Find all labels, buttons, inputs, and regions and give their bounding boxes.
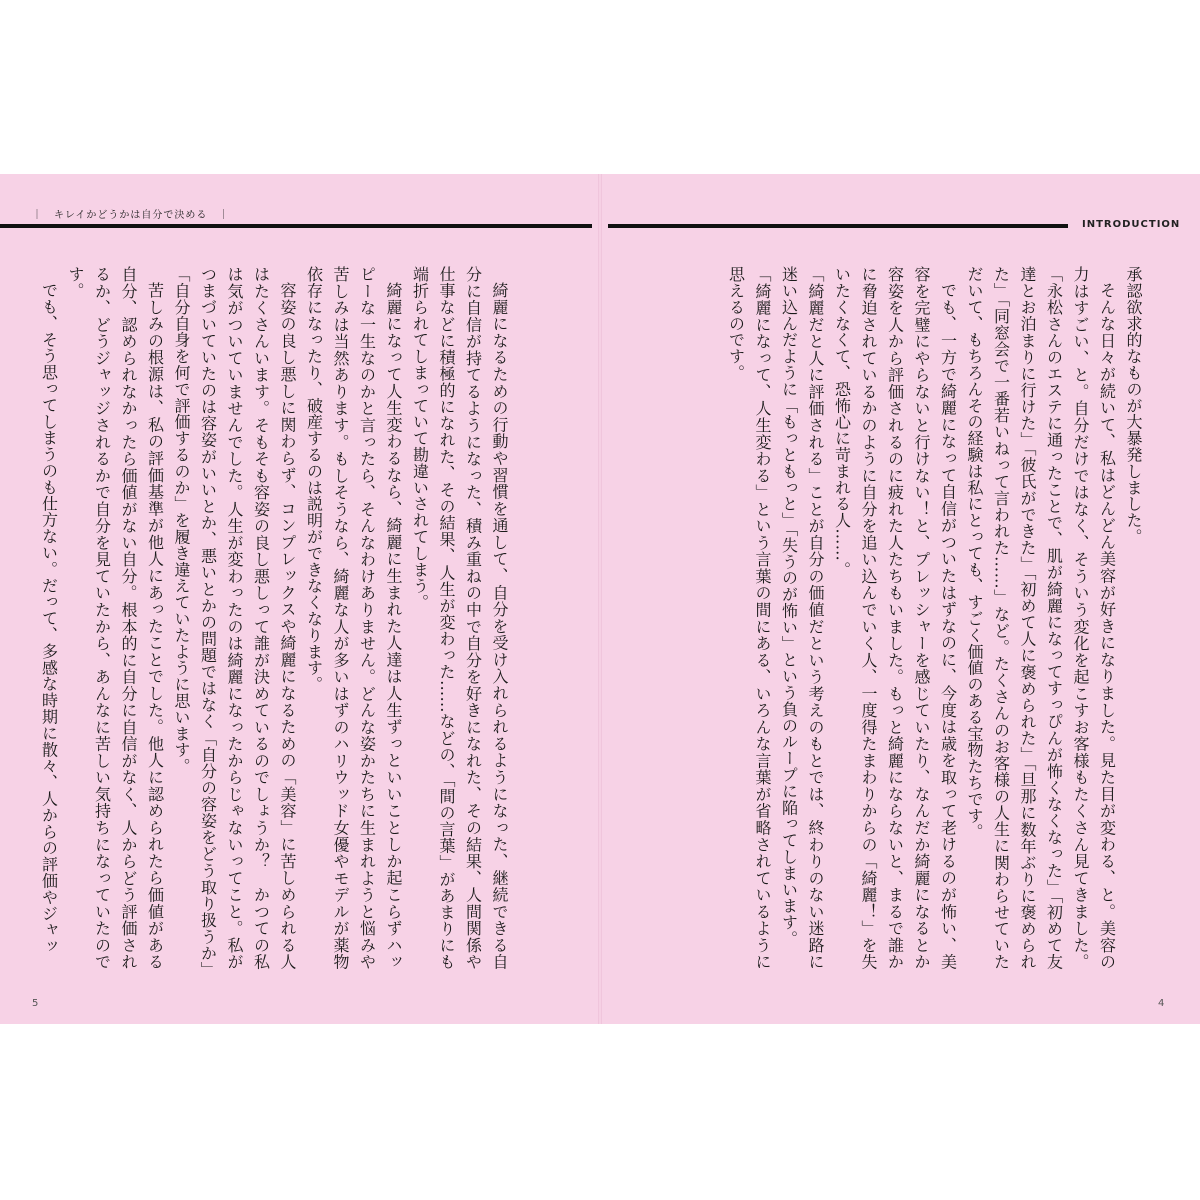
right-page-text: [710, 266, 1146, 970]
paragraph: 「綺麗だと人に評価される」ことが自分の価値だという考えのもとでは、終わりのない迷路に迷い込んだように「もっともっと」「失うのが怖い」という負のループに陥ってしまいます。: [779, 266, 825, 970]
page-number-left: 5: [32, 998, 39, 1009]
book-spread: [0, 174, 1200, 1024]
page-number-right: 4: [1158, 998, 1165, 1009]
paragraph: でも、一方で綺麗になって自信がついたはずなのに、今度は歳を取って老けるのが怖い、美容を完璧にやらないと行けない！と、プレッシャーを感じていたり、なんだか綺麗になるとか容姿を人から評価されるのに疲れた人たちもいました。もっと綺麗にならないと、まるで誰かに脅迫されているかのように自分を追い込んでいく人、一度得たまわりからの「綺麗！」を失いたくなくて、恐怖心に苛まれる人……。: [832, 266, 958, 970]
header-rule-right: [608, 224, 1068, 228]
paragraph: でも、そう思ってしまうのも仕方ない。だって、多感な時期に散々、人からの評価やジャッ: [39, 282, 59, 955]
paragraph: 容姿の良し悪しに関わらず、コンプレックスや綺麗になるための「美容」に苦しめられる人はたくさんいます。そもそも容姿の良し悪しって誰が決めているのでしょうか？ かつての私は気がついていませんでした。人生が変わったのは綺麗になったからじゃないってこと。私がつまづいていたのは容姿がいいとか、悪いとかの問題ではなく「自分の容姿をどう取り扱うか」「自分自身を何で評価するのか」を履き違えていたように思います。: [172, 266, 297, 970]
left-page-text: [39, 266, 512, 970]
header-rule-left: [0, 224, 592, 228]
section-label: INTRODUCTION: [1082, 219, 1181, 230]
paragraph: 綺麗になるための行動や習慣を通して、自分を受け入れられるようになった、継続できる自分に自信が持てるようになった、積み重ねの中で自分を好きになれた、その結果、人間関係や仕事などに積極的になれた、その結果、人生が変わった……などの、「間の言葉」があまりにも端折られてしまっていて勘違いされてしまう。: [410, 266, 509, 970]
running-head: ｜ キレイかどうかは自分で決める ｜: [32, 210, 230, 221]
paragraph: そんな日々が続いて、私はどんどん美容が好きになりました。見た目が変わる、と。美容の力はすごい、と。自分だけではなく、そういう変化を起こすお客様もたくさん見てきました。「永松さんのエステに通ったことで、肌が綺麗になってすっぴんが怖くなくなった」「初めて友達とお泊まりに行けた」「彼氏ができた」「初めて人に褒められた」「旦那に数年ぶりに褒められた」「同窓会で一番若いねって言われた……」など。たくさんのお客様の人生に関わらせていただいて、もちろんその経験は私にとっても、すごく価値のある宝物たちです。: [965, 266, 1117, 970]
gutter: [598, 174, 602, 1024]
paragraph: 綺麗になって人生変わるなら、綺麗に生まれた人達は人生ずっといいことしか起こらずハッピーな一生なのかと言ったら、そんなわけありません。どんな姿かたちに生まれようと悩みや苦しみは当然あります。もしそうなら、綺麗な人が多いはずのハリウッド女優やモデルが薬物依存になったり、破産するのは説明ができなくなります。: [304, 266, 403, 970]
paragraph: 苦しみの根源は、私の評価基準が他人にあったことでした。他人に認められたら価値がある自分、認められなかったら価値がない自分。根本的に自分に自信がなく、人からどう評価されるか、どうジャッジされるかで自分を見ていたから、あんなに苦しい気持ちになっていたのです。: [66, 266, 165, 970]
paragraph: 「綺麗になって、人生変わる」という言葉の間にある、いろんな言葉が省略されているように思えるのです。: [726, 266, 772, 970]
paragraph: 承認欲求的なものが大暴発しました。: [1124, 266, 1143, 545]
